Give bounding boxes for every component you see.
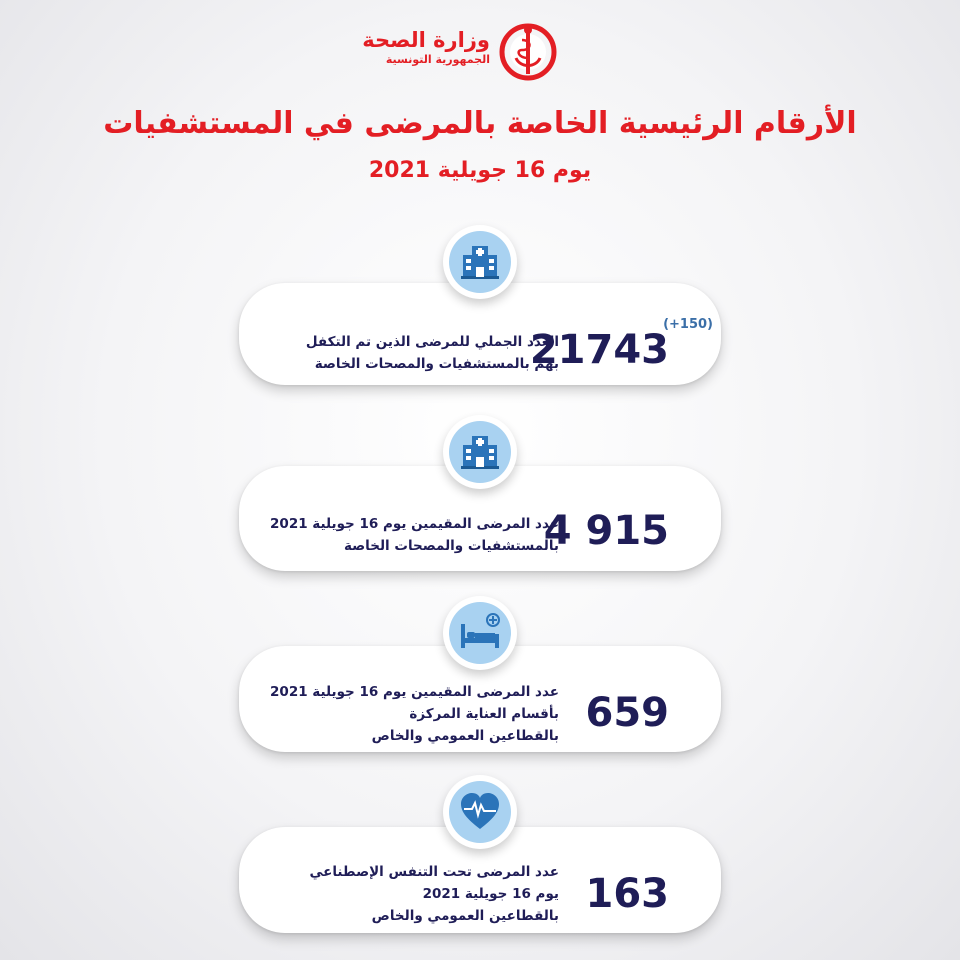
ministry-name: وزارة الصحة	[362, 28, 490, 52]
stat-description: عدد المرضى المقيمين يوم 16 جويلية 2021 بأقسام العناية المركزة بالقطاعين العمومي والخاص	[270, 684, 559, 744]
ministry-subtitle: الجمهورية التونسية	[385, 53, 490, 66]
stat-delta: (+150)	[663, 317, 713, 332]
stat-value: 21743	[529, 327, 669, 373]
ministry-emblem-icon	[498, 18, 560, 84]
stat-icon-badge	[443, 415, 517, 489]
stat-value: 4 915	[543, 508, 669, 554]
page-date: يوم 16 جويلية 2021	[368, 158, 592, 183]
stat-description: عدد المرضى تحت التنفس الإصطناعي يوم 16 جويلية 2021 بالقطاعين العمومي والخاص	[309, 864, 559, 924]
heart-pulse-icon	[449, 781, 511, 843]
stat-description: عدد المرضى المقيمين يوم 16 جويلية 2021 بالمستشفيات والمصحات الخاصة	[270, 516, 559, 554]
stat-icon-badge	[443, 596, 517, 670]
hospital-icon	[449, 421, 511, 483]
stat-icon-badge	[443, 775, 517, 849]
page-title: الأرقام الرئيسية الخاصة بالمرضى في المستشفيات	[103, 106, 857, 141]
stat-value: 163	[585, 871, 669, 917]
stat-description: العدد الجملي للمرضى الذين تم التكفل بهم بالمستشفيات والمصحات الخاصة	[305, 334, 559, 372]
stat-icon-badge	[443, 225, 517, 299]
ministry-logo	[0, 14, 960, 84]
hospital-icon	[449, 231, 511, 293]
hospital-bed-icon	[449, 602, 511, 664]
stat-value: 659	[585, 690, 669, 736]
